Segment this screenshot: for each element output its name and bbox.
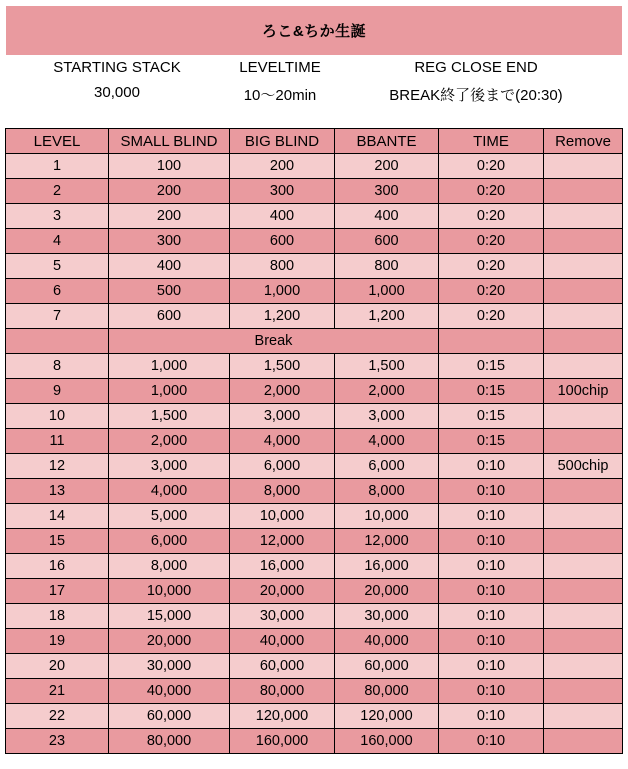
time-cell: 0:20 bbox=[439, 304, 544, 329]
time-cell: 0:10 bbox=[439, 629, 544, 654]
bbante-cell: 80,000 bbox=[335, 679, 439, 704]
small-blind-cell: 500 bbox=[109, 279, 230, 304]
remove-cell bbox=[544, 204, 623, 229]
bbante-cell: 8,000 bbox=[335, 479, 439, 504]
big-blind-cell: 40,000 bbox=[230, 629, 335, 654]
remove-cell bbox=[544, 604, 623, 629]
small-blind-cell: 1,000 bbox=[109, 354, 230, 379]
big-blind-cell: 1,200 bbox=[230, 304, 335, 329]
big-blind-cell: 2,000 bbox=[230, 379, 335, 404]
time-cell: 0:15 bbox=[439, 354, 544, 379]
level-cell: 13 bbox=[6, 479, 109, 504]
time-cell: 0:10 bbox=[439, 604, 544, 629]
level-cell: 5 bbox=[6, 254, 109, 279]
remove-cell bbox=[544, 254, 623, 279]
bbante-cell: 20,000 bbox=[335, 579, 439, 604]
big-blind-cell: 60,000 bbox=[230, 654, 335, 679]
big-blind-cell: 4,000 bbox=[230, 429, 335, 454]
level-cell: 19 bbox=[6, 629, 109, 654]
table-row bbox=[6, 254, 623, 279]
bbante-cell: 30,000 bbox=[335, 604, 439, 629]
time-cell: 0:20 bbox=[439, 179, 544, 204]
level-cell: 20 bbox=[6, 654, 109, 679]
time-cell: 0:15 bbox=[439, 404, 544, 429]
big-blind-cell: 800 bbox=[230, 254, 335, 279]
level-cell: 21 bbox=[6, 679, 109, 704]
remove-cell bbox=[544, 479, 623, 504]
level-cell: 11 bbox=[6, 429, 109, 454]
small-blind-cell: 80,000 bbox=[109, 729, 230, 754]
small-blind-cell: 10,000 bbox=[109, 579, 230, 604]
big-blind-cell: 30,000 bbox=[230, 604, 335, 629]
big-blind-cell: 400 bbox=[230, 204, 335, 229]
level-cell: 2 bbox=[6, 179, 109, 204]
remove-cell bbox=[544, 529, 623, 554]
table-header-row bbox=[6, 129, 623, 154]
level-cell: 9 bbox=[6, 379, 109, 404]
level-cell: 8 bbox=[6, 354, 109, 379]
time-cell: 0:10 bbox=[439, 554, 544, 579]
table-row bbox=[6, 554, 623, 579]
table-row bbox=[6, 454, 623, 479]
bbante-cell: 600 bbox=[335, 229, 439, 254]
table-row bbox=[6, 354, 623, 379]
bbante-cell: 60,000 bbox=[335, 654, 439, 679]
bbante-cell: 4,000 bbox=[335, 429, 439, 454]
remove-cell bbox=[544, 429, 623, 454]
small-blind-cell: 600 bbox=[109, 304, 230, 329]
break-empty-cell bbox=[544, 329, 623, 354]
remove-cell bbox=[544, 304, 623, 329]
level-cell: 3 bbox=[6, 204, 109, 229]
header-remove: Remove bbox=[544, 129, 623, 154]
break-row bbox=[6, 329, 623, 354]
remove-cell bbox=[544, 654, 623, 679]
remove-cell bbox=[544, 679, 623, 704]
bbante-cell: 40,000 bbox=[335, 629, 439, 654]
starting-stack-label: STARTING STACK bbox=[53, 59, 181, 76]
break-level-cell bbox=[6, 329, 109, 354]
big-blind-cell: 6,000 bbox=[230, 454, 335, 479]
table-row bbox=[6, 579, 623, 604]
page-title: ろこ&ちか生誕 bbox=[6, 6, 622, 55]
small-blind-cell: 300 bbox=[109, 229, 230, 254]
bbante-cell: 300 bbox=[335, 179, 439, 204]
time-cell: 0:15 bbox=[439, 379, 544, 404]
remove-cell bbox=[544, 554, 623, 579]
bbante-cell: 16,000 bbox=[335, 554, 439, 579]
time-cell: 0:20 bbox=[439, 154, 544, 179]
big-blind-cell: 160,000 bbox=[230, 729, 335, 754]
big-blind-cell: 16,000 bbox=[230, 554, 335, 579]
level-cell: 7 bbox=[6, 304, 109, 329]
remove-cell bbox=[544, 229, 623, 254]
remove-cell bbox=[544, 354, 623, 379]
table-row bbox=[6, 229, 623, 254]
remove-cell bbox=[544, 279, 623, 304]
bbante-cell: 800 bbox=[335, 254, 439, 279]
small-blind-cell: 200 bbox=[109, 204, 230, 229]
small-blind-cell: 200 bbox=[109, 179, 230, 204]
remove-cell bbox=[544, 579, 623, 604]
big-blind-cell: 12,000 bbox=[230, 529, 335, 554]
bbante-cell: 12,000 bbox=[335, 529, 439, 554]
table-row bbox=[6, 204, 623, 229]
remove-cell bbox=[544, 729, 623, 754]
level-cell: 15 bbox=[6, 529, 109, 554]
big-blind-cell: 1,000 bbox=[230, 279, 335, 304]
table-row bbox=[6, 479, 623, 504]
time-cell: 0:10 bbox=[439, 704, 544, 729]
time-cell: 0:10 bbox=[439, 504, 544, 529]
time-cell: 0:10 bbox=[439, 654, 544, 679]
level-cell: 4 bbox=[6, 229, 109, 254]
small-blind-cell: 400 bbox=[109, 254, 230, 279]
header-bbante: BBANTE bbox=[335, 129, 439, 154]
level-cell: 18 bbox=[6, 604, 109, 629]
reg-close-value: BREAK終了後まで(20:30) bbox=[389, 87, 563, 104]
header-big-blind: BIG BLIND bbox=[230, 129, 335, 154]
small-blind-cell: 60,000 bbox=[109, 704, 230, 729]
break-label: Break bbox=[109, 329, 439, 354]
level-cell: 6 bbox=[6, 279, 109, 304]
header-level: LEVEL bbox=[6, 129, 109, 154]
time-cell: 0:10 bbox=[439, 679, 544, 704]
remove-cell bbox=[544, 504, 623, 529]
table-row bbox=[6, 154, 623, 179]
time-cell: 0:20 bbox=[439, 229, 544, 254]
remove-cell: 500chip bbox=[544, 454, 623, 479]
level-cell: 16 bbox=[6, 554, 109, 579]
bbante-cell: 200 bbox=[335, 154, 439, 179]
table-row bbox=[6, 704, 623, 729]
big-blind-cell: 3,000 bbox=[230, 404, 335, 429]
reg-close-label: REG CLOSE END bbox=[414, 59, 538, 76]
table-row bbox=[6, 279, 623, 304]
bbante-cell: 1,000 bbox=[335, 279, 439, 304]
level-cell: 23 bbox=[6, 729, 109, 754]
table-row bbox=[6, 379, 623, 404]
time-cell: 0:10 bbox=[439, 454, 544, 479]
table-body bbox=[6, 154, 623, 754]
small-blind-cell: 15,000 bbox=[109, 604, 230, 629]
small-blind-cell: 8,000 bbox=[109, 554, 230, 579]
bbante-cell: 2,000 bbox=[335, 379, 439, 404]
small-blind-cell: 6,000 bbox=[109, 529, 230, 554]
small-blind-cell: 100 bbox=[109, 154, 230, 179]
time-cell: 0:10 bbox=[439, 529, 544, 554]
remove-cell bbox=[544, 154, 623, 179]
big-blind-cell: 300 bbox=[230, 179, 335, 204]
bbante-cell: 6,000 bbox=[335, 454, 439, 479]
level-cell: 1 bbox=[6, 154, 109, 179]
bbante-cell: 3,000 bbox=[335, 404, 439, 429]
table-row bbox=[6, 654, 623, 679]
level-cell: 12 bbox=[6, 454, 109, 479]
small-blind-cell: 30,000 bbox=[109, 654, 230, 679]
big-blind-cell: 600 bbox=[230, 229, 335, 254]
level-cell: 22 bbox=[6, 704, 109, 729]
remove-cell bbox=[544, 404, 623, 429]
table-row bbox=[6, 629, 623, 654]
leveltime-value: 10〜20min bbox=[243, 87, 317, 104]
time-cell: 0:10 bbox=[439, 729, 544, 754]
time-cell: 0:10 bbox=[439, 579, 544, 604]
time-cell: 0:20 bbox=[439, 204, 544, 229]
header-small-blind: SMALL BLIND bbox=[109, 129, 230, 154]
time-cell: 0:20 bbox=[439, 279, 544, 304]
table-row bbox=[6, 429, 623, 454]
leveltime-label: LEVELTIME bbox=[239, 59, 321, 76]
small-blind-cell: 20,000 bbox=[109, 629, 230, 654]
small-blind-cell: 2,000 bbox=[109, 429, 230, 454]
big-blind-cell: 20,000 bbox=[230, 579, 335, 604]
table-row bbox=[6, 304, 623, 329]
remove-cell bbox=[544, 704, 623, 729]
small-blind-cell: 1,500 bbox=[109, 404, 230, 429]
bbante-cell: 10,000 bbox=[335, 504, 439, 529]
big-blind-cell: 80,000 bbox=[230, 679, 335, 704]
bbante-cell: 1,200 bbox=[335, 304, 439, 329]
table-row bbox=[6, 404, 623, 429]
bbante-cell: 1,500 bbox=[335, 354, 439, 379]
big-blind-cell: 1,500 bbox=[230, 354, 335, 379]
blind-structure-table bbox=[5, 128, 623, 754]
small-blind-cell: 1,000 bbox=[109, 379, 230, 404]
remove-cell bbox=[544, 629, 623, 654]
big-blind-cell: 10,000 bbox=[230, 504, 335, 529]
time-cell: 0:15 bbox=[439, 429, 544, 454]
small-blind-cell: 40,000 bbox=[109, 679, 230, 704]
small-blind-cell: 5,000 bbox=[109, 504, 230, 529]
table-row bbox=[6, 729, 623, 754]
remove-cell bbox=[544, 179, 623, 204]
table-row bbox=[6, 529, 623, 554]
bbante-cell: 120,000 bbox=[335, 704, 439, 729]
header-time: TIME bbox=[439, 129, 544, 154]
table-row bbox=[6, 504, 623, 529]
time-cell: 0:10 bbox=[439, 479, 544, 504]
starting-stack-value: 30,000 bbox=[94, 84, 140, 101]
bbante-cell: 160,000 bbox=[335, 729, 439, 754]
time-cell: 0:20 bbox=[439, 254, 544, 279]
table-row bbox=[6, 604, 623, 629]
level-cell: 17 bbox=[6, 579, 109, 604]
small-blind-cell: 3,000 bbox=[109, 454, 230, 479]
remove-cell: 100chip bbox=[544, 379, 623, 404]
small-blind-cell: 4,000 bbox=[109, 479, 230, 504]
table-row bbox=[6, 679, 623, 704]
level-cell: 14 bbox=[6, 504, 109, 529]
big-blind-cell: 200 bbox=[230, 154, 335, 179]
big-blind-cell: 8,000 bbox=[230, 479, 335, 504]
bbante-cell: 400 bbox=[335, 204, 439, 229]
table-row bbox=[6, 179, 623, 204]
big-blind-cell: 120,000 bbox=[230, 704, 335, 729]
break-empty-cell bbox=[439, 329, 544, 354]
level-cell: 10 bbox=[6, 404, 109, 429]
